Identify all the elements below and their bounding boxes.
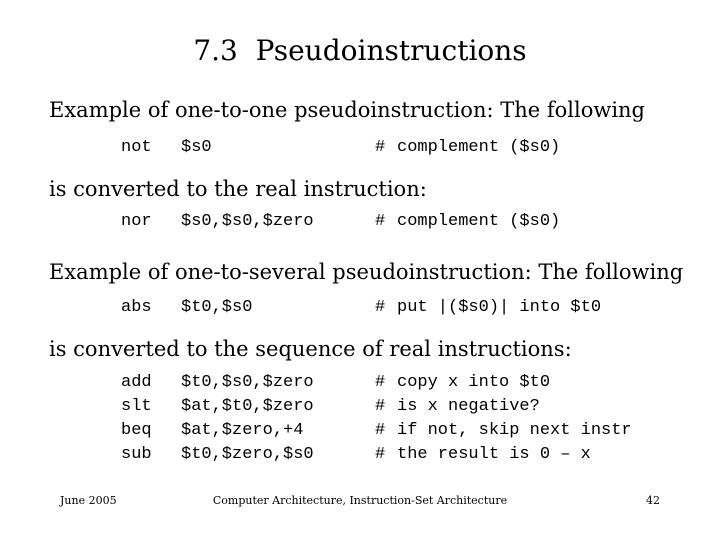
code-operands: $s0 (181, 138, 212, 157)
code-operands: $at,$t0,$zero (181, 397, 314, 416)
code-comment: if not, skip next instr (397, 421, 632, 440)
example2-converted-text: is converted to the sequence of real instructions: (49, 337, 572, 361)
code-operands: $at,$zero,+4 (181, 421, 304, 440)
code-operands: $s0,$s0,$zero (181, 212, 314, 231)
code-line (0, 419, 720, 443)
footer-date: June 2005 (60, 494, 117, 507)
code-line (0, 371, 720, 395)
code-operands: $t0,$s0,$zero (181, 373, 314, 392)
code-opcode: not (121, 138, 152, 157)
code-opcode: nor (121, 212, 152, 231)
example1-code-block (0, 136, 720, 160)
code-comment-marker: # (375, 138, 386, 157)
example1-real-code-block (0, 210, 720, 234)
code-comment-marker: # (375, 421, 386, 440)
example2-code-block (0, 296, 720, 320)
code-comment: complement ($s0) (397, 212, 561, 231)
footer-page-number: 42 (646, 494, 660, 507)
code-opcode: add (121, 373, 152, 392)
code-comment-marker: # (375, 397, 386, 416)
code-comment: complement ($s0) (397, 138, 561, 157)
code-operands: $t0,$s0 (181, 298, 253, 317)
example1-heading: Example of one-to-one pseudoinstruction: The following (49, 98, 645, 122)
code-line (0, 136, 720, 160)
code-comment: copy x into $t0 (397, 373, 551, 392)
code-line (0, 296, 720, 320)
code-opcode: beq (121, 421, 152, 440)
code-line (0, 395, 720, 419)
code-comment-marker: # (375, 445, 386, 464)
code-line (0, 210, 720, 234)
example1-converted-text: is converted to the real instruction: (49, 177, 427, 201)
example2-heading: Example of one-to-several pseudoinstruction: The following (49, 260, 684, 284)
code-line (0, 443, 720, 467)
code-opcode: slt (121, 397, 152, 416)
slide-title: 7.3 Pseudoinstructions (193, 34, 527, 67)
code-comment: put |($s0)| into $t0 (397, 298, 602, 317)
code-comment: is x negative? (397, 397, 540, 416)
code-comment: the result is 0 – x (397, 445, 591, 464)
code-comment-marker: # (375, 212, 386, 231)
code-comment-marker: # (375, 373, 386, 392)
code-opcode: abs (121, 298, 152, 317)
code-operands: $t0,$zero,$s0 (181, 445, 314, 464)
code-opcode: sub (121, 445, 152, 464)
code-comment-marker: # (375, 298, 386, 317)
footer-course: Computer Architecture, Instruction-Set Architecture (212, 494, 508, 507)
example2-real-code-block (0, 371, 720, 467)
